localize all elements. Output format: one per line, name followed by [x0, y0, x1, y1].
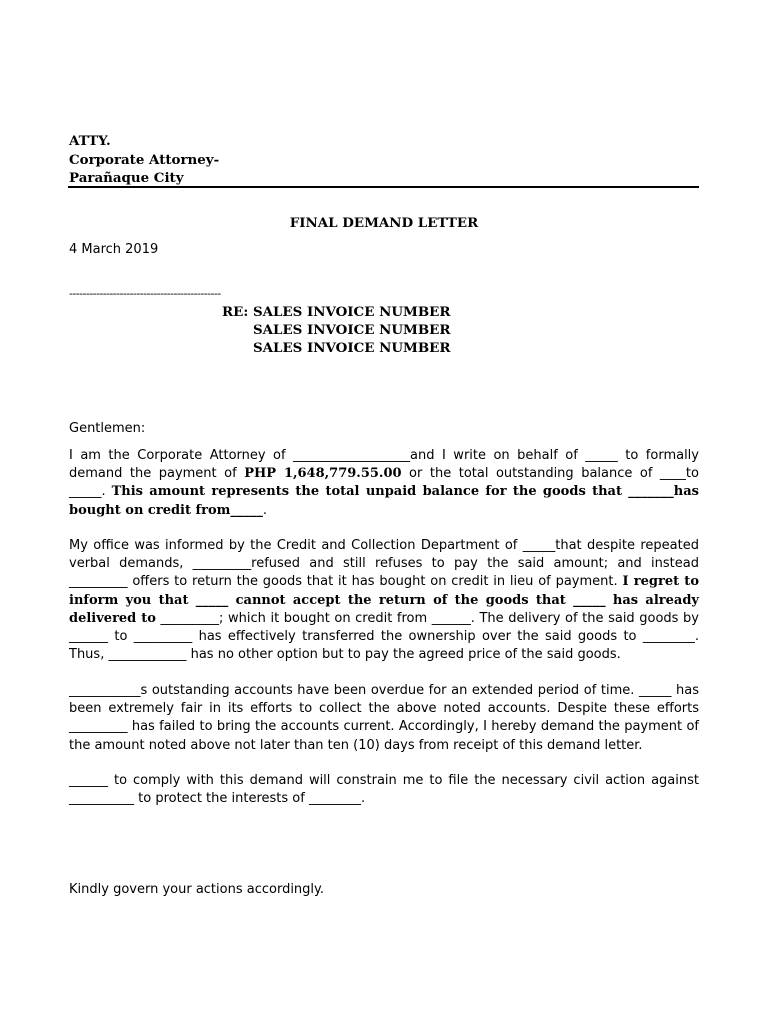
- re-invoice-3: SALES INVOICE NUMBER: [253, 340, 451, 356]
- p2-text-2: _________; which it bought on credit from ______. The delivery of the said goods by ______ to _________ has effectively transferred the ownership over the said goods to ________. Thus, ____________ has no other option but to pay the agreed price of the said goods.: [69, 610, 699, 663]
- paragraph-1: [69, 447, 699, 520]
- p1-amount: PHP 1,648,779.55.00: [244, 466, 402, 482]
- p1-text-2: or the total outstanding balance of ____to _____.: [69, 466, 699, 500]
- closing-line: Kindly govern your actions accordingly.: [69, 882, 325, 897]
- re-invoice-1: SALES INVOICE NUMBER: [252, 304, 451, 320]
- paragraph-2: [69, 537, 699, 664]
- paragraph-3: ___________s outstanding accounts have been overdue for an extended period of time. _____ has been extremely fair in its efforts to collect the above noted accounts. Despite these efforts _________ has failed to bring the accounts current. Accordingly, I hereby demand the payment of the amount noted above not later than ten (10) days from receipt of this demand letter.: [69, 683, 699, 753]
- attorney-city: Parañaque City: [69, 170, 184, 186]
- p1-end: .: [262, 502, 268, 518]
- re-invoice-2: SALES INVOICE NUMBER: [253, 322, 451, 338]
- p1-bold-text: This amount represents the total unpaid balance for the goods that _______has bought on credit from_____: [69, 484, 699, 518]
- salutation: Gentlemen:: [69, 421, 146, 436]
- re-prefix: RE:: [222, 304, 253, 320]
- letter-date: 4 March 2019: [69, 242, 159, 257]
- attorney-position: Corporate Attorney-: [69, 152, 220, 168]
- p2-text-1: My office was informed by the Credit and Collection Department of _____that despite repeated verbal demands, _________refused and still refuses to pay the said amount; and instead _________ offers to return the goods that it has bought on credit in lieu of payment.: [69, 538, 699, 590]
- paragraph-4: ______ to comply with this demand will constrain me to file the necessary civil action against __________ to protect the interests of ________.: [69, 773, 699, 807]
- recipient-blank-line: ---------------------------------------------: [69, 287, 221, 300]
- header-divider: [68, 186, 699, 188]
- letter-title: FINAL DEMAND LETTER: [289, 215, 479, 231]
- p2-bold-text: I regret to inform you that _____ cannot accept the return of the goods that _____ has already delivered to: [69, 574, 699, 626]
- re-line-1: [222, 303, 450, 321]
- attorney-title: ATTY.: [69, 133, 111, 149]
- p1-text-1: I am the Corporate Attorney of __________________and I write on behalf of _____ to formally demand the payment of: [69, 448, 699, 482]
